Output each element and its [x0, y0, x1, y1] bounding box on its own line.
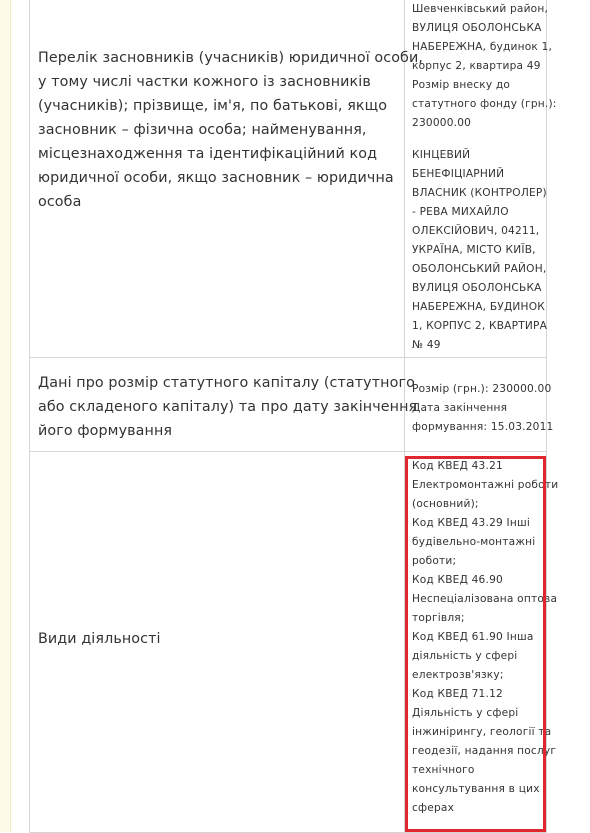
founder-address-block: Шевченківський район, ВУЛИЦЯ ОБОЛОНСЬКА НАБЕРЕЖНА, будинок 1, корпус 2, квартира 49 Розмір внеску до статутного фонду (грн.): 230000.00: [412, 3, 557, 129]
table-row-capital: [30, 358, 547, 452]
table-row-activities: [30, 452, 547, 833]
founders-value: [405, 0, 557, 355]
founders-label: Перелік засновників (учасників) юридичної особи, у тому числі частки кожного із засновників (учасників); прізвище, ім'я, по батькові, якщо засновник – фізична особа; найменування, місцезнаходження та ідентифікаційний код юридичної особи, якщо засновник – юридична особа: [38, 50, 424, 210]
founders-label-cell: [30, 0, 424, 358]
activities-label: Види діяльності: [38, 631, 161, 647]
capital-label: Дані про розмір статутного капіталу (статутного або складеного капіталу) та про дату закінчення його формування: [38, 375, 418, 439]
registry-table: [29, 0, 559, 833]
founders-value-cell: [405, 0, 557, 358]
activities-value-cell: [405, 452, 559, 833]
table-row-founders: [30, 0, 547, 358]
beneficiary-block: КІНЦЕВИЙ БЕНЕФІЦІАРНИЙ ВЛАСНИК (КОНТРОЛЕР) - РЕВА МИХАЙЛО ОЛЕКСІЙОВИЧ, 04211, УКРАЇНА, МІСТО КИЇВ, ОБОЛОНСЬКИЙ РАЙОН, ВУЛИЦЯ ОБОЛОНСЬКА НАБЕРЕЖНА, БУДИНОК 1, КОРПУС 2, КВАРТИРА № 49: [412, 149, 548, 351]
capital-label-cell: [30, 358, 418, 452]
capital-value-cell: [405, 358, 554, 452]
activities-label-cell: [30, 452, 405, 833]
activities-value: Код КВЕД 43.21 Електромонтажні роботи (основний); Код КВЕД 43.29 Інші будівельно-монтажні роботи; Код КВЕД 46.90 Неспеціалізована оптова торгівля; Код КВЕД 61.90 Інша діяльність у сфері електрозв'язку; Код КВЕД 71.12 Діяльність у сфері інжинірингу, геології та геодезії, надання послуг технічного консультування в цих сферах: [412, 460, 559, 814]
page-side-strip: [0, 0, 11, 832]
capital-value: Розмір (грн.): 230000.00 Дата закінчення формування: 15.03.2011: [412, 383, 554, 433]
